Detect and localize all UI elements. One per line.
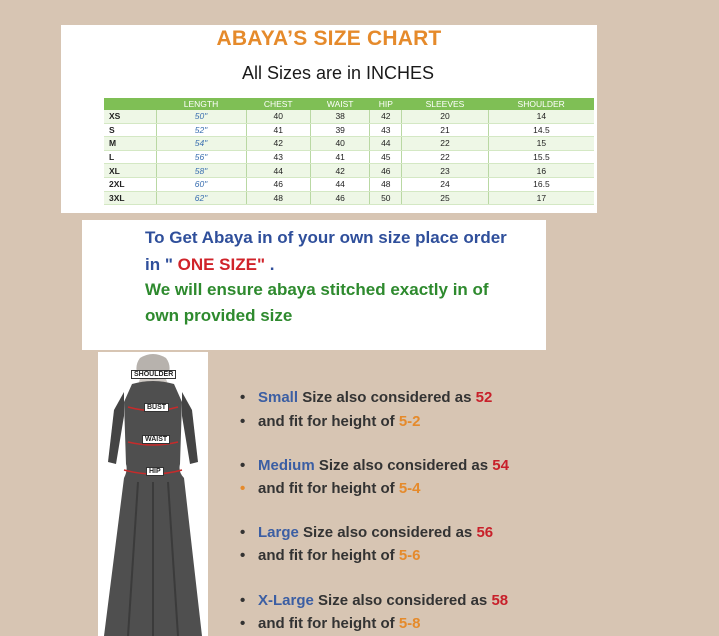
table-cell: 42 <box>310 164 370 178</box>
table-cell: 43 <box>246 150 310 164</box>
table-cell: 42 <box>370 110 402 123</box>
notice-panel <box>82 220 546 350</box>
list-item: • Small Size also considered as 52 <box>240 389 493 406</box>
table-cell: 48 <box>246 191 310 205</box>
table-header: WAIST <box>310 98 370 110</box>
table-cell: 21 <box>402 123 489 137</box>
table-header: SHOULDER <box>488 98 594 110</box>
list-item: • X-Large Size also considered as 58 <box>240 592 509 609</box>
table-cell: 43 <box>370 123 402 137</box>
table-cell: 16.5 <box>488 177 594 191</box>
table-cell: 2XL <box>104 177 156 191</box>
table-header: LENGTH <box>156 98 246 110</box>
notice-line-2 <box>145 255 274 275</box>
size-table <box>104 98 594 205</box>
table-row <box>104 123 594 137</box>
list-item: • and fit for height of 5-8 <box>240 615 421 632</box>
bullet-icon: • <box>240 457 246 474</box>
bullet-icon: • <box>240 389 246 406</box>
table-cell: 44 <box>370 137 402 151</box>
size-chart-panel <box>61 25 597 213</box>
bullet-icon: • <box>240 592 246 609</box>
table-cell: M <box>104 137 156 151</box>
table-cell: 14.5 <box>488 123 594 137</box>
table-row <box>104 177 594 191</box>
table-cell: 42 <box>246 137 310 151</box>
table-cell: L <box>104 150 156 164</box>
table-header: SLEEVES <box>402 98 489 110</box>
table-cell: 44 <box>246 164 310 178</box>
table-cell: 39 <box>310 123 370 137</box>
table-cell: 46 <box>370 164 402 178</box>
table-cell: 50 <box>370 191 402 205</box>
table-row <box>104 150 594 164</box>
table-cell: 50" <box>156 110 246 123</box>
table-cell: 40 <box>246 110 310 123</box>
table-cell: 45 <box>370 150 402 164</box>
table-row <box>104 191 594 205</box>
table-cell: 41 <box>246 123 310 137</box>
notice-line-2-prefix: in " <box>145 255 173 274</box>
one-size-highlight: ONE SIZE" <box>172 255 266 274</box>
waist-label: WAIST <box>142 435 170 444</box>
table-row <box>104 110 594 123</box>
table-cell: S <box>104 123 156 137</box>
bust-label: BUST <box>144 403 169 412</box>
table-header: CHEST <box>246 98 310 110</box>
bullet-icon: • <box>240 524 246 541</box>
table-cell: 16 <box>488 164 594 178</box>
bullet-icon: • <box>240 615 246 632</box>
chart-subtitle: All Sizes are in INCHES <box>241 63 435 83</box>
table-cell: 23 <box>402 164 489 178</box>
list-item: • and fit for height of 5-4 <box>240 480 421 497</box>
table-cell: 41 <box>310 150 370 164</box>
table-cell: 60" <box>156 177 246 191</box>
bullet-icon: • <box>240 480 246 497</box>
table-cell: 54" <box>156 137 246 151</box>
bullet-icon: • <box>240 413 246 430</box>
table-cell: 20 <box>402 110 489 123</box>
table-cell: 46 <box>246 177 310 191</box>
list-item: • Medium Size also considered as 54 <box>240 457 509 474</box>
table-cell: 14 <box>488 110 594 123</box>
notice-line-4: own provided size <box>145 306 293 325</box>
abaya-figure-panel <box>98 352 208 636</box>
hip-label: HIP <box>146 467 164 476</box>
table-cell: 25 <box>402 191 489 205</box>
table-cell: 15 <box>488 137 594 151</box>
table-cell: 48 <box>370 177 402 191</box>
bullet-icon: • <box>240 547 246 564</box>
table-cell: 3XL <box>104 191 156 205</box>
chart-title: ABAYA’S SIZE CHART <box>216 27 442 50</box>
table-header: HIP <box>370 98 402 110</box>
table-row <box>104 137 594 151</box>
table-row <box>104 164 594 178</box>
notice-line-3: We will ensure abaya stitched exactly in of <box>145 280 489 299</box>
table-cell: 38 <box>310 110 370 123</box>
shoulder-label: SHOULDER <box>131 370 176 379</box>
table-cell: 46 <box>310 191 370 205</box>
table-header-row <box>104 98 594 110</box>
table-cell: XL <box>104 164 156 178</box>
table-cell: 52" <box>156 123 246 137</box>
table-cell: 56" <box>156 150 246 164</box>
list-item: • Large Size also considered as 56 <box>240 524 494 541</box>
table-cell: XS <box>104 110 156 123</box>
table-cell: 44 <box>310 177 370 191</box>
table-cell: 24 <box>402 177 489 191</box>
table-header <box>104 98 156 110</box>
table-cell: 22 <box>402 150 489 164</box>
abaya-illustration <box>98 352 208 636</box>
table-cell: 22 <box>402 137 489 151</box>
list-item: • and fit for height of 5-2 <box>240 413 421 430</box>
table-cell: 15.5 <box>488 150 594 164</box>
table-cell: 17 <box>488 191 594 205</box>
notice-line-2-suffix: . <box>265 255 275 274</box>
table-cell: 58" <box>156 164 246 178</box>
table-cell: 62" <box>156 191 246 205</box>
table-cell: 40 <box>310 137 370 151</box>
list-item: • and fit for height of 5-6 <box>240 547 421 564</box>
notice-line-1: To Get Abaya in of your own size place order <box>145 228 507 247</box>
